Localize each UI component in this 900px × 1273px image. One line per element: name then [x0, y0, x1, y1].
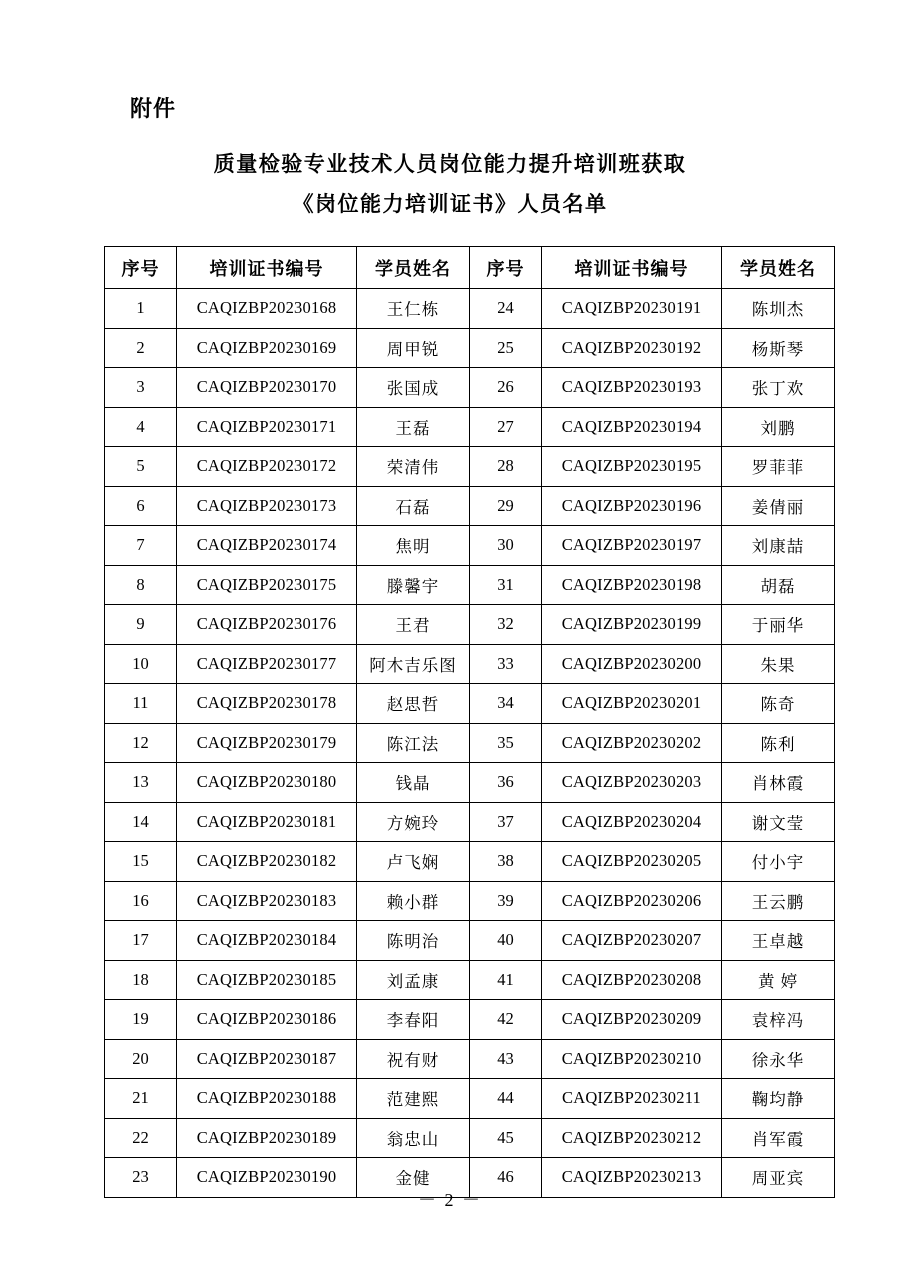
cell-name-left: 滕馨宇 [357, 565, 470, 605]
cell-certificate-right: CAQIZBP20230213 [542, 1158, 722, 1198]
column-header-name-right: 学员姓名 [722, 247, 835, 289]
cell-certificate-right: CAQIZBP20230202 [542, 723, 722, 763]
cell-index-right: 34 [470, 684, 542, 724]
cell-certificate-left: CAQIZBP20230175 [177, 565, 357, 605]
cell-name-right: 鞠均静 [722, 1079, 835, 1119]
cell-index-left: 2 [105, 328, 177, 368]
cell-name-left: 祝有财 [357, 1039, 470, 1079]
table-row [105, 842, 835, 882]
cell-name-left: 翁忠山 [357, 1118, 470, 1158]
cell-name-left: 张国成 [357, 368, 470, 408]
table-row [105, 644, 835, 684]
cell-index-right: 41 [470, 960, 542, 1000]
cell-index-right: 28 [470, 447, 542, 487]
cell-certificate-left: CAQIZBP20230182 [177, 842, 357, 882]
cell-index-right: 30 [470, 526, 542, 566]
cell-certificate-right: CAQIZBP20230199 [542, 605, 722, 645]
cell-name-right: 陈圳杰 [722, 289, 835, 329]
table-row [105, 684, 835, 724]
table-row [105, 1039, 835, 1079]
cell-certificate-right: CAQIZBP20230193 [542, 368, 722, 408]
cell-index-right: 38 [470, 842, 542, 882]
cell-certificate-left: CAQIZBP20230185 [177, 960, 357, 1000]
cell-name-right: 王云鹏 [722, 881, 835, 921]
cell-name-left: 范建熙 [357, 1079, 470, 1119]
cell-certificate-left: CAQIZBP20230188 [177, 1079, 357, 1119]
table-row [105, 960, 835, 1000]
table-header-row [105, 247, 835, 289]
cell-certificate-right: CAQIZBP20230204 [542, 802, 722, 842]
table-row [105, 368, 835, 408]
cell-name-left: 赵思哲 [357, 684, 470, 724]
roster-table-container [104, 246, 834, 1198]
cell-index-right: 29 [470, 486, 542, 526]
cell-index-right: 43 [470, 1039, 542, 1079]
cell-certificate-left: CAQIZBP20230177 [177, 644, 357, 684]
cell-certificate-left: CAQIZBP20230171 [177, 407, 357, 447]
cell-certificate-left: CAQIZBP20230179 [177, 723, 357, 763]
cell-name-right: 刘鹏 [722, 407, 835, 447]
cell-certificate-right: CAQIZBP20230207 [542, 921, 722, 961]
cell-index-left: 15 [105, 842, 177, 882]
cell-index-left: 9 [105, 605, 177, 645]
cell-certificate-right: CAQIZBP20230197 [542, 526, 722, 566]
cell-name-left: 王仁栋 [357, 289, 470, 329]
cell-name-right: 黄 婷 [722, 960, 835, 1000]
cell-name-left: 周甲锐 [357, 328, 470, 368]
cell-certificate-right: CAQIZBP20230203 [542, 763, 722, 803]
cell-index-right: 31 [470, 565, 542, 605]
page-title [0, 148, 900, 220]
cell-index-left: 3 [105, 368, 177, 408]
cell-index-right: 45 [470, 1118, 542, 1158]
attachment-label: 附件 [130, 96, 177, 121]
cell-index-left: 22 [105, 1118, 177, 1158]
cell-certificate-left: CAQIZBP20230173 [177, 486, 357, 526]
cell-name-right: 刘康喆 [722, 526, 835, 566]
cell-name-left: 赖小群 [357, 881, 470, 921]
cell-name-right: 徐永华 [722, 1039, 835, 1079]
cell-index-left: 10 [105, 644, 177, 684]
cell-name-left: 刘孟康 [357, 960, 470, 1000]
column-header-certificate-right: 培训证书编号 [542, 247, 722, 289]
cell-name-right: 于丽华 [722, 605, 835, 645]
column-header-index-right: 序号 [470, 247, 542, 289]
cell-name-left: 王磊 [357, 407, 470, 447]
cell-name-left: 焦明 [357, 526, 470, 566]
cell-index-left: 8 [105, 565, 177, 605]
cell-certificate-right: CAQIZBP20230191 [542, 289, 722, 329]
cell-name-right: 王卓越 [722, 921, 835, 961]
cell-index-left: 5 [105, 447, 177, 487]
cell-certificate-right: CAQIZBP20230200 [542, 644, 722, 684]
cell-index-right: 25 [470, 328, 542, 368]
cell-name-right: 肖军霞 [722, 1118, 835, 1158]
cell-name-right: 罗菲菲 [722, 447, 835, 487]
cell-certificate-right: CAQIZBP20230196 [542, 486, 722, 526]
cell-certificate-left: CAQIZBP20230184 [177, 921, 357, 961]
table-row [105, 1000, 835, 1040]
cell-name-right: 姜倩丽 [722, 486, 835, 526]
cell-certificate-right: CAQIZBP20230210 [542, 1039, 722, 1079]
cell-index-left: 21 [105, 1079, 177, 1119]
cell-certificate-right: CAQIZBP20230201 [542, 684, 722, 724]
cell-index-right: 44 [470, 1079, 542, 1119]
cell-certificate-left: CAQIZBP20230183 [177, 881, 357, 921]
column-header-index-left: 序号 [105, 247, 177, 289]
cell-certificate-right: CAQIZBP20230192 [542, 328, 722, 368]
table-row [105, 1118, 835, 1158]
table-row [105, 407, 835, 447]
table-row [105, 289, 835, 329]
table-row [105, 328, 835, 368]
cell-certificate-left: CAQIZBP20230180 [177, 763, 357, 803]
cell-index-left: 14 [105, 802, 177, 842]
page-number: － 2 － [418, 1190, 482, 1210]
table-header [105, 247, 835, 289]
roster-table [104, 246, 835, 1198]
cell-name-right: 袁梓冯 [722, 1000, 835, 1040]
cell-name-right: 肖林霞 [722, 763, 835, 803]
cell-name-right: 胡磊 [722, 565, 835, 605]
cell-index-left: 17 [105, 921, 177, 961]
table-row [105, 486, 835, 526]
cell-certificate-left: CAQIZBP20230174 [177, 526, 357, 566]
page-title-line-1: 质量检验专业技术人员岗位能力提升培训班获取 [213, 152, 687, 176]
cell-index-right: 33 [470, 644, 542, 684]
cell-index-right: 35 [470, 723, 542, 763]
cell-name-right: 陈利 [722, 723, 835, 763]
cell-certificate-right: CAQIZBP20230212 [542, 1118, 722, 1158]
cell-name-right: 张丁欢 [722, 368, 835, 408]
cell-certificate-right: CAQIZBP20230211 [542, 1079, 722, 1119]
cell-certificate-left: CAQIZBP20230168 [177, 289, 357, 329]
cell-name-left: 钱晶 [357, 763, 470, 803]
cell-certificate-left: CAQIZBP20230169 [177, 328, 357, 368]
column-header-certificate-left: 培训证书编号 [177, 247, 357, 289]
cell-certificate-left: CAQIZBP20230176 [177, 605, 357, 645]
cell-name-left: 荣清伟 [357, 447, 470, 487]
cell-name-left: 李春阳 [357, 1000, 470, 1040]
cell-name-right: 陈奇 [722, 684, 835, 724]
cell-index-left: 4 [105, 407, 177, 447]
cell-index-right: 27 [470, 407, 542, 447]
table-row [105, 605, 835, 645]
cell-index-left: 7 [105, 526, 177, 566]
cell-index-right: 26 [470, 368, 542, 408]
cell-index-right: 32 [470, 605, 542, 645]
cell-certificate-right: CAQIZBP20230205 [542, 842, 722, 882]
cell-index-right: 24 [470, 289, 542, 329]
cell-certificate-left: CAQIZBP20230178 [177, 684, 357, 724]
cell-index-left: 12 [105, 723, 177, 763]
table-row [105, 526, 835, 566]
cell-name-left: 王君 [357, 605, 470, 645]
page-title-line-2: 《岗位能力培训证书》人员名单 [292, 191, 608, 216]
table-row [105, 723, 835, 763]
cell-certificate-right: CAQIZBP20230195 [542, 447, 722, 487]
cell-index-right: 42 [470, 1000, 542, 1040]
cell-name-left: 陈明治 [357, 921, 470, 961]
cell-name-left: 金健 [357, 1158, 470, 1198]
cell-name-left: 方婉玲 [357, 802, 470, 842]
cell-certificate-right: CAQIZBP20230206 [542, 881, 722, 921]
table-row [105, 1079, 835, 1119]
cell-name-left: 阿木吉乐图 [357, 644, 470, 684]
table-row [105, 763, 835, 803]
cell-index-left: 13 [105, 763, 177, 803]
cell-certificate-left: CAQIZBP20230170 [177, 368, 357, 408]
column-header-name-left: 学员姓名 [357, 247, 470, 289]
cell-certificate-right: CAQIZBP20230209 [542, 1000, 722, 1040]
cell-name-right: 朱果 [722, 644, 835, 684]
cell-certificate-right: CAQIZBP20230194 [542, 407, 722, 447]
cell-index-right: 46 [470, 1158, 542, 1198]
table-row [105, 921, 835, 961]
table-row [105, 802, 835, 842]
cell-name-left: 石磊 [357, 486, 470, 526]
cell-index-left: 19 [105, 1000, 177, 1040]
cell-index-left: 16 [105, 881, 177, 921]
cell-index-left: 18 [105, 960, 177, 1000]
cell-index-left: 11 [105, 684, 177, 724]
cell-name-left: 卢飞娴 [357, 842, 470, 882]
cell-name-right: 杨斯琴 [722, 328, 835, 368]
cell-certificate-left: CAQIZBP20230187 [177, 1039, 357, 1079]
table-row [105, 565, 835, 605]
cell-name-right: 付小宇 [722, 842, 835, 882]
cell-certificate-right: CAQIZBP20230198 [542, 565, 722, 605]
cell-certificate-left: CAQIZBP20230189 [177, 1118, 357, 1158]
cell-certificate-left: CAQIZBP20230181 [177, 802, 357, 842]
cell-index-right: 37 [470, 802, 542, 842]
cell-index-right: 36 [470, 763, 542, 803]
cell-certificate-left: CAQIZBP20230186 [177, 1000, 357, 1040]
cell-index-right: 39 [470, 881, 542, 921]
table-body [105, 289, 835, 1198]
cell-certificate-left: CAQIZBP20230190 [177, 1158, 357, 1198]
cell-index-left: 23 [105, 1158, 177, 1198]
table-row [105, 881, 835, 921]
cell-name-right: 谢文莹 [722, 802, 835, 842]
cell-index-left: 6 [105, 486, 177, 526]
table-row [105, 447, 835, 487]
cell-name-left: 陈江法 [357, 723, 470, 763]
cell-certificate-left: CAQIZBP20230172 [177, 447, 357, 487]
cell-name-right: 周亚宾 [722, 1158, 835, 1198]
cell-index-right: 40 [470, 921, 542, 961]
cell-certificate-right: CAQIZBP20230208 [542, 960, 722, 1000]
cell-index-left: 1 [105, 289, 177, 329]
cell-index-left: 20 [105, 1039, 177, 1079]
